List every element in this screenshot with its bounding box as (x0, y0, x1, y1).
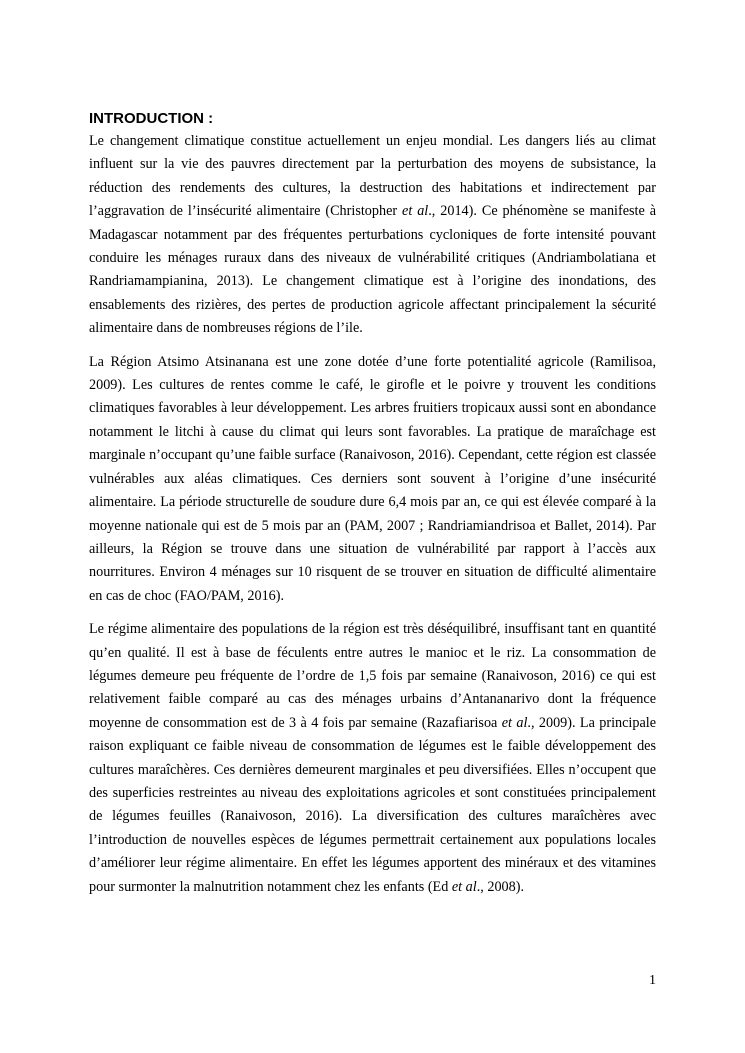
paragraph-3 (89, 618, 656, 899)
paragraph-3-citation-italic-1: et al (501, 714, 528, 731)
paragraph-1-text-1: Le changement climatique constitue actuellement un enjeu mondial. Les dangers liés au climat influent sur la vie des pauvres directement par la perturbation des moyens de subsistance, la réduction des rendements des cultures, la destruction des habitations et indirectement par l’aggravation de l’insécurité alimentaire (Christopher (89, 133, 656, 220)
paragraph-1-citation-italic: et al (402, 203, 429, 220)
paragraph-3-citation-italic-2: et al (451, 878, 477, 895)
paragraph-2 (89, 351, 656, 608)
paragraph-1 (89, 130, 656, 341)
paragraph-2-text-1: La Région Atsimo Atsinanana est une zone dotée d’une forte potentialité agricole (Ramilisoa, 2009). Les cultures de rentes comme le café, le girofle et le poivre y trouvent les conditions climatiques favorables à leur développement. Les arbres fruitiers tropicaux aussi sont en abondance notamment le litchi à cause du climat qui leurs sont favorables. La pratique de maraîchage est marginale n’occupant qu’une faible surface (Ranaivoson, 2016). Cependant, cette région est classée vulnérables aux aléas climatiques. Ces derniers sont souvent à l’origine d’une insécurité alimentaire. La période structurelle de soudure dure 6,4 mois par an, ce qui est élevée comparé à la moyenne nationale qui est de 5 mois par an (PAM, 2007 ; Randriamiandrisoa et Ballet, 2014). Par ailleurs, la Région se trouve dans une situation de vulnérabilité par rapport à l’accès aux nourritures. Environ 4 ménages sur 10 risquent de se trouver en situation de difficulté alimentaire en cas de choc (FAO/PAM, 2016). (89, 353, 656, 604)
page-number: 1 (649, 973, 656, 988)
paragraph-1-text-2: ., 2014). Ce phénomène se manifeste à Madagascar notamment par des fréquentes perturbations cycloniques de forte intensité pouvant conduire les ménages ruraux dans des niveaux de vulnérabilité critiques (Andriambolatiana et Randriamampianina, 2013). Le changement climatique est à l’origine des inondations, des ensablements des rizières, des pertes de production agricole affectant principalement la sécurité alimentaire dans de nombreuses régions de l’ile. (89, 203, 656, 337)
paragraph-3-text-2: ., 2009). La principale raison expliquant ce faible niveau de consommation de légumes est le faible développement des cultures maraîchères. Ces dernières demeurent marginales et peu diversifiées. Elles n’occupent que des superficies restreintes au niveau des exploitations agricoles et sont constituées principalement de légumes feuilles (Ranaivoson, 2016). La diversification des cultures maraîchères avec l’introduction de nouvelles espèces de légumes permettrait certainement aux populations locales d’améliorer leur régime alimentaire. En effet les légumes apportent des minéraux et des vitamines pour surmonter la malnutrition notamment chez les enfants (Ed (89, 714, 656, 895)
section-heading: INTRODUCTION : (89, 110, 214, 127)
paragraph-3-text-3: ., 2008). (476, 878, 524, 895)
paragraph-3-text-1: Le régime alimentaire des populations de la région est très déséquilibré, insuffisant tant en quantité qu’en qualité. Il est à base de féculents entre autres le manioc et le riz. La consommation de légumes demeure peu fréquente de l’ordre de 1,5 fois par semaine (Ranaivoson, 2016) ce qui est relativement faible comparé au cas des ménages urbains d’Antananarivo dont la fréquence moyenne de consommation est de 3 à 4 fois par semaine (Razafiarisoa (89, 621, 656, 731)
page-content (89, 108, 656, 909)
